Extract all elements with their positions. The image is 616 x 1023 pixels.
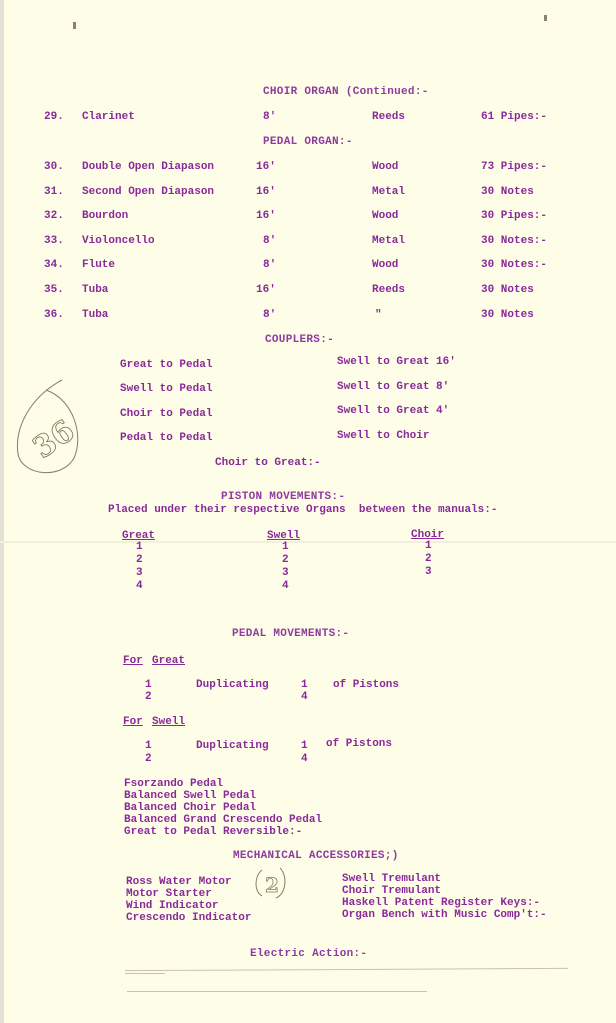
stop-pitch: 8' — [263, 111, 277, 123]
electric-action: Electric Action:- — [250, 948, 368, 960]
stop-material: Reeds — [372, 111, 406, 123]
piston-column-great: Great — [122, 530, 156, 542]
stop-pitch: 8' — [263, 235, 277, 247]
stop-name: Clarinet — [82, 111, 135, 123]
coupler-item: Choir to Pedal — [120, 408, 213, 420]
stop-name: Double Open Diapason — [82, 161, 215, 173]
stop-count: 30 Notes:- — [481, 259, 548, 271]
piston-number: 1 — [282, 541, 289, 553]
movement-number: 4 — [301, 753, 308, 765]
accessory-item: Haskell Patent Register Keys:- — [342, 897, 541, 909]
movement-number: 2 — [145, 753, 152, 765]
stop-number: 35. — [44, 284, 64, 296]
stop-pitch: 8' — [263, 309, 277, 321]
movement-text: Duplicating — [196, 740, 269, 752]
stop-pitch: 16' — [256, 186, 276, 198]
circled-number-annotation — [12, 376, 84, 480]
stop-number: 30. — [44, 161, 64, 173]
accessory-item: Swell Tremulant — [342, 873, 442, 885]
group-label-for: For — [123, 716, 143, 728]
stop-material: Wood — [372, 161, 399, 173]
pedal-list-item: Balanced Swell Pedal — [124, 790, 257, 802]
movement-number: 1 — [145, 679, 152, 691]
movement-number: 1 — [145, 740, 152, 752]
stop-count: 30 Notes — [481, 309, 534, 321]
stop-name: Tuba — [82, 309, 109, 321]
accessory-item: Wind Indicator — [126, 900, 219, 912]
coupler-item: Great to Pedal — [120, 359, 213, 371]
staple-mark — [73, 22, 76, 29]
fold-line — [0, 541, 616, 543]
accessory-item: Organ Bench with Music Comp't:- — [342, 909, 547, 921]
stop-count: 30 Notes — [481, 186, 534, 198]
stop-number: 33. — [44, 235, 64, 247]
page-edge — [0, 0, 4, 1023]
stop-material: " — [375, 309, 382, 321]
stop-pitch: 16' — [256, 210, 276, 222]
stop-pitch: 16' — [256, 284, 276, 296]
stop-material: Metal — [372, 235, 406, 247]
movement-number: 1 — [301, 740, 308, 752]
piston-number: 2 — [425, 553, 432, 565]
piston-number: 3 — [425, 566, 432, 578]
stop-number: 31. — [44, 186, 64, 198]
mechanical-heading: MECHANICAL ACCESSORIES;) — [233, 850, 399, 862]
piston-column-choir: Choir — [411, 529, 445, 541]
coupler-item: Swell to Great 4' — [337, 405, 450, 417]
movement-number: 2 — [145, 691, 152, 703]
pedal-list-item: Balanced Grand Crescendo Pedal — [124, 814, 323, 826]
stop-number: 34. — [44, 259, 64, 271]
accessory-item: Ross Water Motor — [126, 876, 232, 888]
piston-number: 4 — [282, 580, 289, 592]
piston-heading: PISTON MOVEMENTS:- — [221, 491, 346, 503]
pedal-list-item: Great to Pedal Reversible:- — [124, 826, 303, 838]
stop-count: 30 Notes — [481, 284, 534, 296]
movement-number: 4 — [301, 691, 308, 703]
stop-name: Tuba — [82, 284, 109, 296]
movement-suffix: of Pistons — [326, 738, 393, 750]
stop-material: Reeds — [372, 284, 406, 296]
stop-count: 73 Pipes:- — [481, 161, 548, 173]
circled-number-text: 36 — [26, 413, 82, 466]
coupler-item: Swell to Great 16' — [337, 356, 456, 368]
coupler-item: Swell to Choir — [337, 430, 430, 442]
accessory-item: Choir Tremulant — [342, 885, 442, 897]
movement-text: Duplicating — [196, 679, 269, 691]
piston-number: 1 — [425, 540, 432, 552]
group-label-organ: Swell — [152, 716, 186, 728]
circled-small-annotation — [252, 866, 292, 900]
accessory-item: Motor Starter — [126, 888, 212, 900]
stop-pitch: 16' — [256, 161, 276, 173]
pedal-list-item: Fsorzando Pedal — [124, 778, 224, 790]
pencil-line — [125, 968, 568, 971]
pedal-list-item: Balanced Choir Pedal — [124, 802, 257, 814]
choir-heading: CHOIR ORGAN (Continued:- — [263, 86, 429, 98]
staple-mark — [544, 15, 547, 21]
movement-number: 1 — [301, 679, 308, 691]
piston-subheading: Placed under their respective Organs between the manuals:- — [108, 504, 498, 516]
stop-material: Wood — [372, 259, 399, 271]
pencil-line — [127, 991, 427, 992]
piston-number: 3 — [282, 567, 289, 579]
piston-number: 3 — [136, 567, 143, 579]
stop-material: Metal — [372, 186, 406, 198]
accessory-item: Crescendo Indicator — [126, 912, 252, 924]
stop-name: Second Open Diapason — [82, 186, 215, 198]
piston-number: 2 — [282, 554, 289, 566]
piston-column-swell: Swell — [267, 530, 301, 542]
couplers-heading: COUPLERS:- — [265, 334, 335, 346]
piston-number: 2 — [136, 554, 143, 566]
piston-number: 4 — [136, 580, 143, 592]
stop-pitch: 8' — [263, 259, 277, 271]
coupler-item: Swell to Pedal — [120, 383, 213, 395]
movement-suffix: of Pistons — [333, 679, 400, 691]
stop-count: 61 Pipes:- — [481, 111, 548, 123]
group-label-for: For — [123, 655, 143, 667]
pencil-line — [125, 970, 165, 974]
coupler-item: Pedal to Pedal — [120, 432, 213, 444]
stop-number: 29. — [44, 111, 64, 123]
stop-name: Violoncello — [82, 235, 155, 247]
stop-number: 32. — [44, 210, 64, 222]
group-label-organ: Great — [152, 655, 186, 667]
stop-count: 30 Pipes:- — [481, 210, 548, 222]
pedal-movements-heading: PEDAL MOVEMENTS:- — [232, 628, 350, 640]
stop-material: Wood — [372, 210, 399, 222]
stop-name: Bourdon — [82, 210, 129, 222]
stop-count: 30 Notes:- — [481, 235, 548, 247]
circled-small-text: 2 — [265, 873, 279, 897]
stop-number: 36. — [44, 309, 64, 321]
coupler-item: Choir to Great:- — [215, 457, 321, 469]
stop-name: Flute — [82, 259, 116, 271]
coupler-item: Swell to Great 8' — [337, 381, 450, 393]
piston-number: 1 — [136, 541, 143, 553]
pedal-heading: PEDAL ORGAN:- — [263, 136, 353, 148]
